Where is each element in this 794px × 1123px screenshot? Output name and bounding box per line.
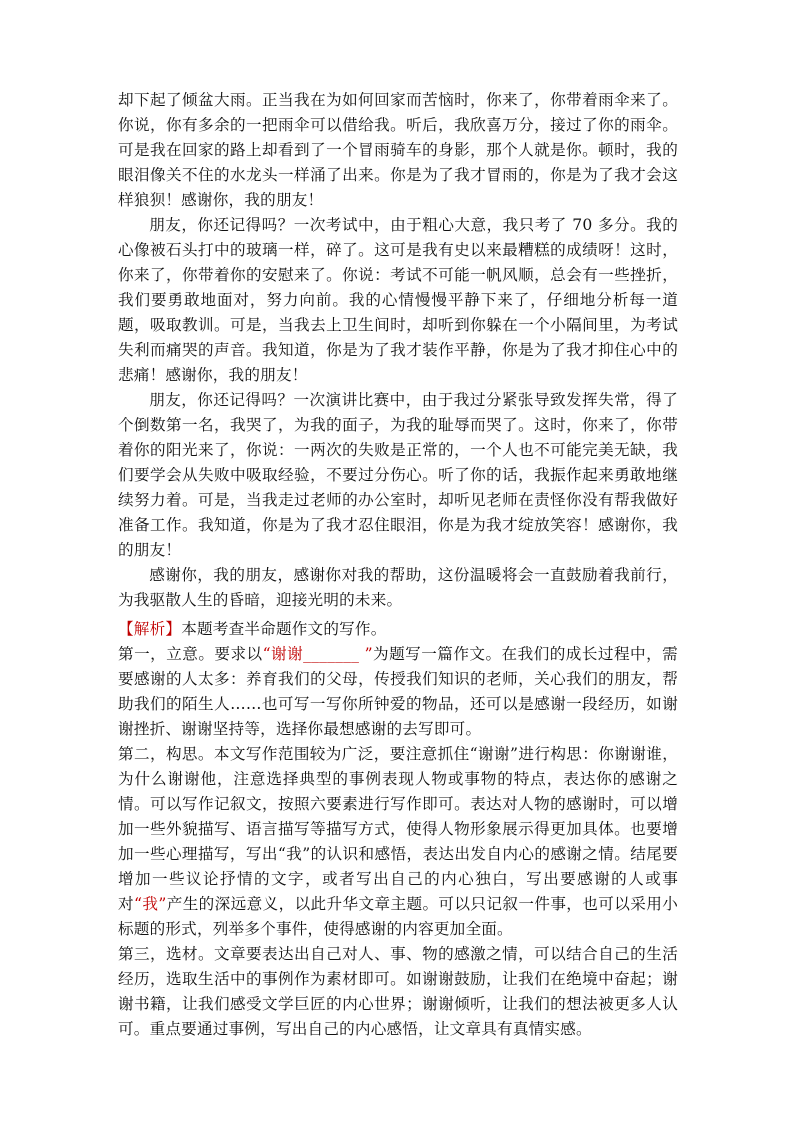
analysis-section-3: 第三，选材。文章要表达出自己对人、事、物的感激之情，可以结合自己的生活经历，选取生活中的事例作为素材即可。如谢谢鼓励，让我们在绝境中奋起；谢谢书籍，让我们感受文学巨匠的内心世界；谢谢倾听，让我们的想法被更多人认可。重点要通过事例，写出自己的内心感悟，让文章具有真情实感。 (118, 945, 678, 1038)
analysis-s2-quote-3: “我” (133, 895, 167, 913)
essay-paragraph-4: 感谢你，我的朋友，感谢你对我的帮助，这份温暖将会一直鼓励着我前行，为我驱散人生的昏暗，迎接光明的未来。 (118, 566, 678, 609)
analysis-section-1 (118, 642, 678, 742)
analysis-s2-quote-1: “谢谢” (469, 745, 519, 763)
analysis-intro-text: 本题考查半命题作文的写作。 (181, 620, 387, 638)
analysis-intro (118, 617, 678, 642)
essay-paragraph-1: 却下起了倾盆大雨。正当我在为如何回家而苦恼时，你来了，你带着雨伞来了。你说，你有多余的一把雨伞可以借给我。听后，我欣喜万分，接过了你的雨伞。可是我在回家的路上却看到了一个冒雨骑车的身影，那个人就是你。顿时，我的眼泪像关不住的水龙头一样涌了出来。你是为了我才冒雨的，你是为了我才会这样狼狈！感谢你，我的朋友！ (118, 91, 678, 209)
essay-paragraph-2: 朋友，你还记得吗？一次考试中，由于粗心大意，我只考了 70 多分。我的心像被石头打中的玻璃一样，碎了。这可是我有史以来最糟糕的成绩呀！这时，你来了，你带着你的安慰来了。你说：考试不可能一帆风顺，总会有一些挫折，我们要勇敢地面对，努力向前。我的心情慢慢平静下来了，仔细地分析每一道题，吸取教训。可是，当我去上卫生间时，却听到你躲在一个小隔间里，为考试失利而痛哭的声音。我知道，你是为了我才装作平静，你是为了我才抑住心中的悲痛！感谢你，我的朋友！ (118, 216, 678, 384)
analysis-s2-text-c: 的认识和感悟，表达出发自内心的感谢之情。结尾要增加一些议论抒情的文字，或者写出自己的内心独白，写出要感谢的人或事对 (118, 845, 678, 913)
analysis-s1-text-b: 为题写一篇作文。在我们的成长过程中，需要感谢的人太多：养育我们的父母，传授我们知识的老师，关心我们的朋友，帮助我们的陌生人……也可写一写你所钟爱的物品，还可以是感谢一段经历，如谢谢挫折、谢谢坚持等，选择你最想感谢的去写即可。 (118, 645, 678, 738)
analysis-section-2 (118, 742, 678, 942)
topic-title-blank: “谢谢_______ ” (262, 645, 373, 663)
analysis-s2-text-d: 产生的深远意义，以此升华文章主题。可以只记叙一件事，也可以采用小标题的形式，列举多个事件，使得感谢的内容更加全面。 (118, 895, 679, 938)
analysis-s2-quote-2: “我” (277, 845, 311, 863)
analysis-s1-text-a: 第一，立意。要求以 (118, 645, 263, 663)
analysis-tag: 【解析】 (118, 620, 182, 638)
essay-paragraph-3: 朋友，你还记得吗？一次演讲比赛中，由于我过分紧张导致发挥失常，得了个倒数第一名，我哭了，为我的面子，为我的耻辱而哭了。这时，你来了，你带着你的阳光来了，你说：一两次的失败是正常的，一个人也不可能完美无缺，我们要学会从失败中吸取经验，不要过分伤心。听了你的话，我振作起来勇敢地继续努力着。可是，当我走过老师的办公室时，却听见老师在责怪你没有帮我做好准备工作。我知道，你是为了我才忍住眼泪，你是为我才绽放笑容！感谢你，我的朋友！ (118, 391, 678, 559)
document-page (118, 88, 678, 1042)
analysis-s2-text-a: 第二，构思。本文写作范围较为广泛，要注意抓住 (118, 745, 470, 763)
analysis-s2-text-b: 进行构思：你谢谢谁，为什么谢谢他，注意选择典型的事例表现人物或事物的特点，表达你的感谢之情。可以写作记叙文，按照六要素进行写作即可。表达对人物的感谢时，可以增加一些外貌描写、语言描写等描写方式，使得人物形象展示得更加具体。也要增加一些心理描写，写出 (118, 745, 678, 863)
